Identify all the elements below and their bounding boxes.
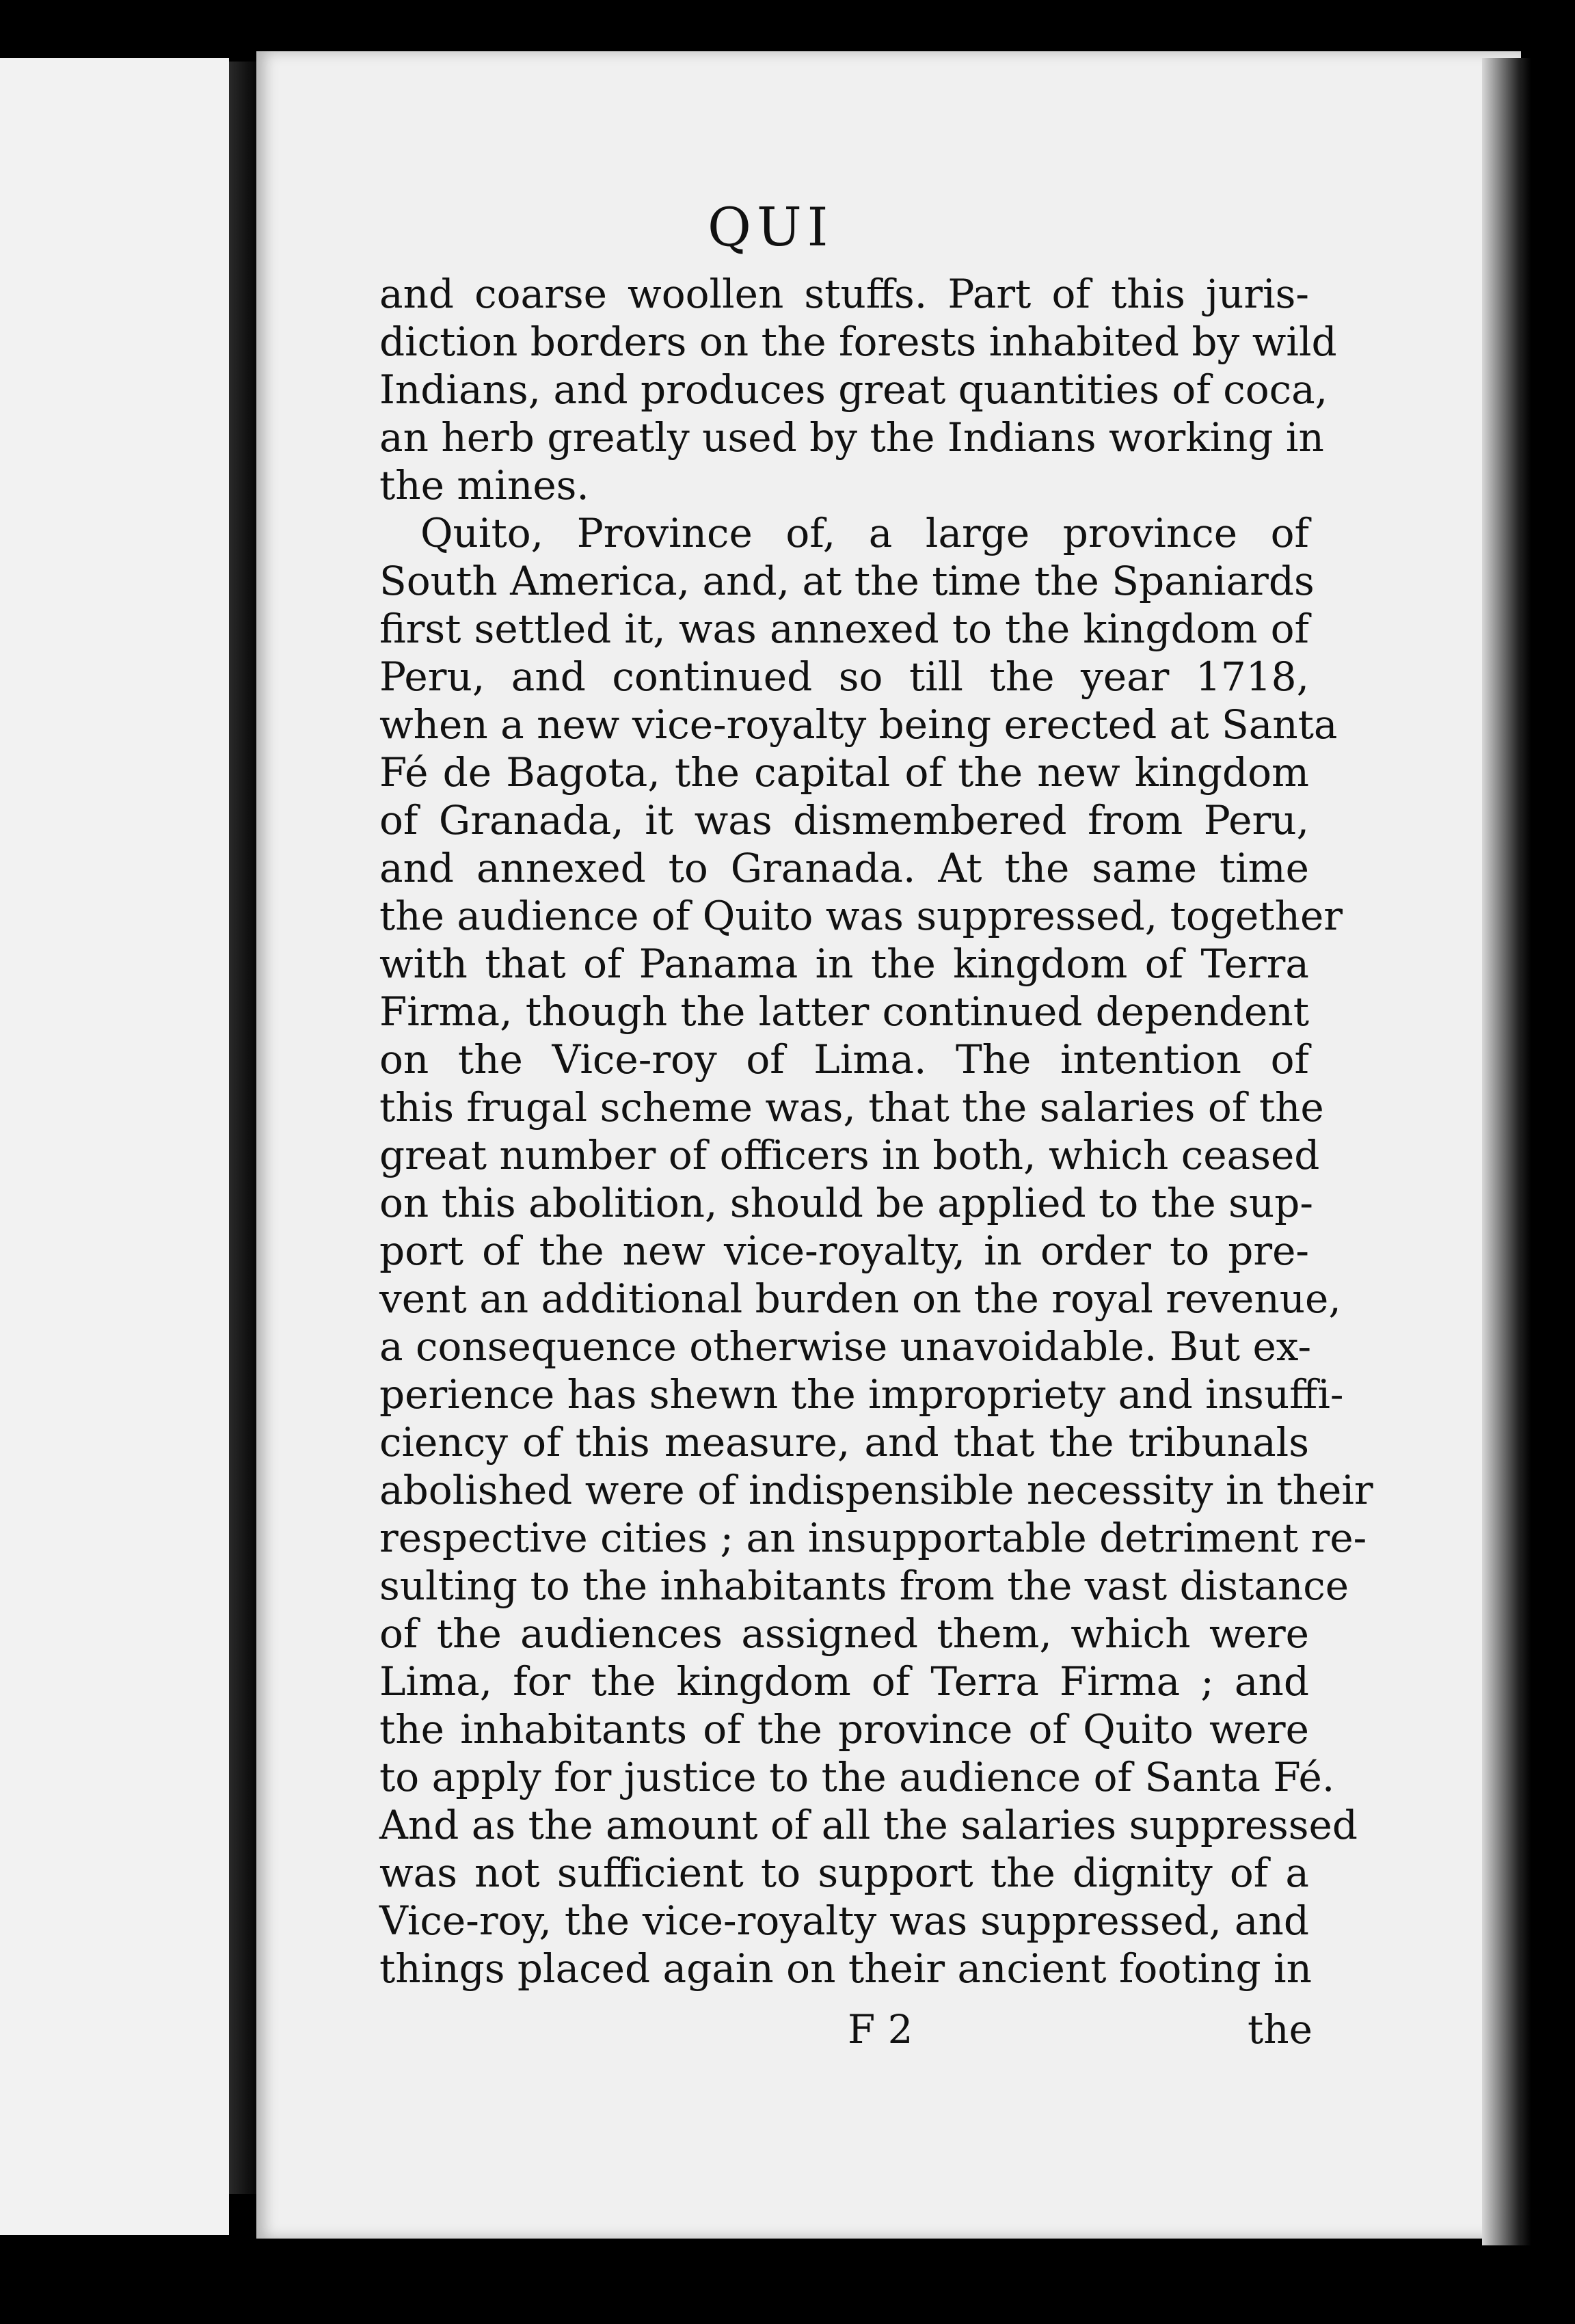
text-line: Fé de Bagota, the capital of the new kingdom (379, 749, 1309, 796)
text-line: the inhabitants of the province of Quito were (379, 1706, 1309, 1753)
text-line: things placed again on their ancient footing in (379, 1945, 1312, 1992)
text-line: Lima, for the kingdom of Terra Firma ; and (379, 1658, 1309, 1705)
text-line: respective cities ; an insupportable detriment re- (379, 1515, 1367, 1561)
scan-border-bottom (0, 2262, 1575, 2324)
text-line: sulting to the inhabitants from the vast distance (379, 1563, 1349, 1609)
text-line: and coarse woollen stuffs. Part of this juris- (379, 271, 1309, 317)
text-line: first settled it, was annexed to the kingdom of (379, 606, 1309, 652)
text-line: abolished were of indispensible necessity in their (379, 1467, 1373, 1513)
text-line: vent an additional burden on the royal revenue, (379, 1275, 1341, 1322)
catchword: the (1248, 2006, 1312, 2053)
text-line: this frugal scheme was, that the salaries of the (379, 1084, 1324, 1131)
text-line: perience has shewn the impropriety and insuffi- (379, 1371, 1344, 1418)
text-line: when a new vice-royalty being erected at Santa (379, 701, 1338, 748)
text-line: great number of officers in both, which ceased (379, 1132, 1320, 1178)
signature-mark: F 2 (848, 2006, 913, 2053)
text-line: Firma, though the latter continued dependent (379, 988, 1309, 1035)
scan-border-top (0, 0, 1575, 55)
text-line: of the audiences assigned them, which were (379, 1610, 1309, 1657)
text-line: on the Vice-roy of Lima. The intention of (379, 1036, 1309, 1083)
text-line: ciency of this measure, and that the tribunals (379, 1419, 1309, 1465)
text-line: port of the new vice-royalty, in order to pre- (379, 1228, 1309, 1274)
text-line: Peru, and continued so till the year 1718, (379, 653, 1309, 700)
text-line: diction borders on the forests inhabited by wild (379, 319, 1337, 365)
text-line: to apply for justice to the audience of Santa Fé. (379, 1754, 1335, 1800)
text-line: the mines. (379, 462, 589, 509)
text-line: an herb greatly used by the Indians working in (379, 414, 1324, 461)
page-body (379, 270, 1373, 1992)
text-line: Indians, and produces great quantities of coca, (379, 366, 1328, 413)
running-header: QUI (708, 197, 834, 258)
text-line: and annexed to Granada. At the same time (379, 845, 1309, 891)
text-line: a consequence otherwise unavoidable. But ex- (379, 1323, 1312, 1370)
text-line: And as the amount of all the salaries suppressed (379, 1802, 1358, 1848)
text-line: of Granada, it was dismembered from Peru, (379, 797, 1309, 843)
text-line: Vice-roy, the vice-royalty was suppressed, and (379, 1897, 1309, 1944)
text-line: Quito, Province of, a large province of (420, 510, 1309, 556)
left-page-fragment (0, 58, 229, 2235)
text-line: was not sufficient to support the dignity of a (379, 1850, 1309, 1896)
scan-border-right (1531, 0, 1575, 2324)
text-line: on this abolition, should be applied to the sup- (379, 1180, 1314, 1226)
text-line: with that of Panama in the kingdom of Terra (379, 941, 1309, 987)
text-line: South America, and, at the time the Spaniards (379, 558, 1315, 604)
page-edge-shadow (1482, 58, 1531, 2245)
text-line: the audience of Quito was suppressed, together (379, 893, 1343, 939)
